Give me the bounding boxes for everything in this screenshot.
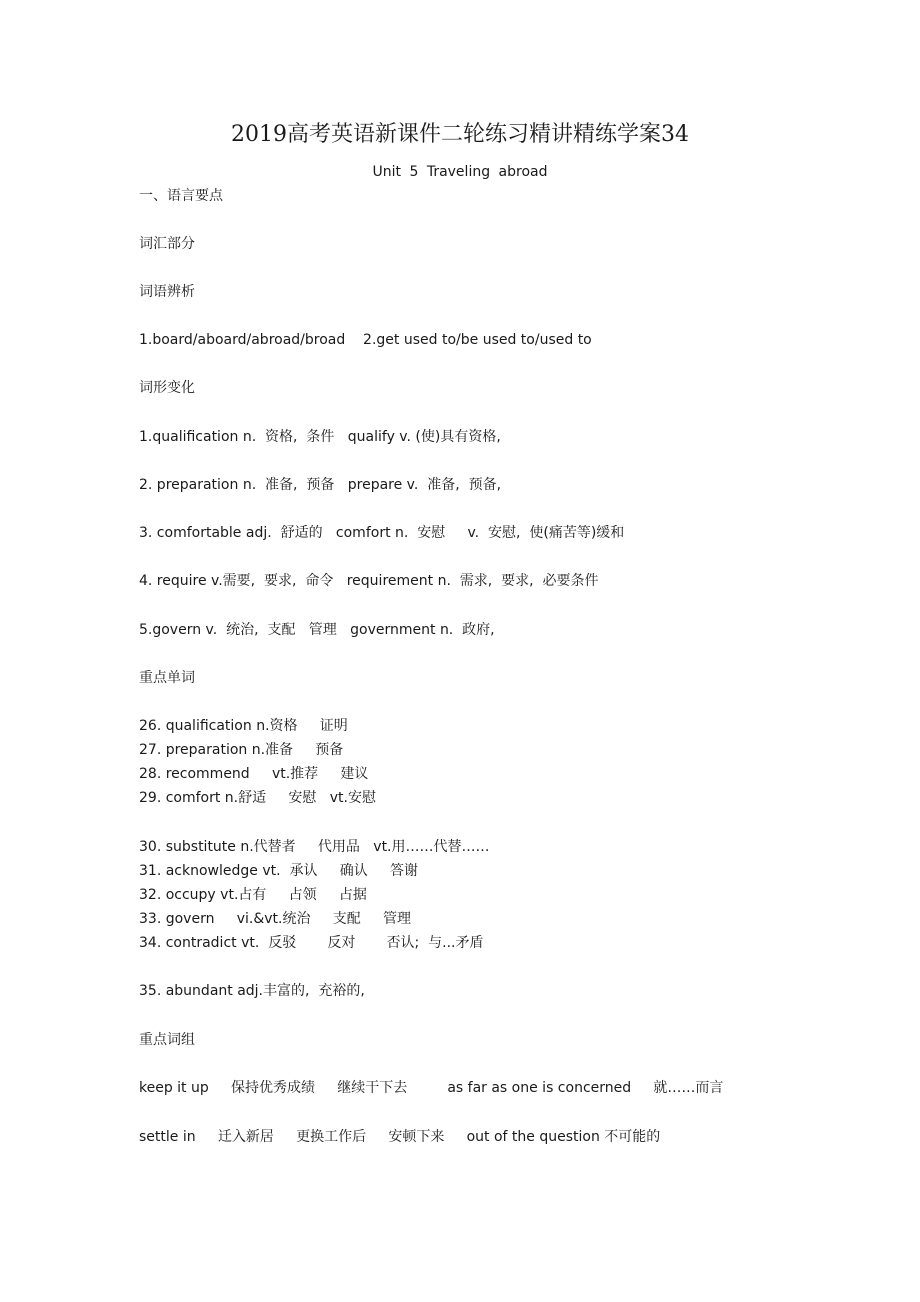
discrimination-line: 1.board/aboard/abroad/broad 2.get used to/be used to/used to xyxy=(139,332,592,348)
discrimination-heading: 词语辨析 xyxy=(139,284,195,300)
key-word-item: 34. contradict vt. 反驳 反对 否认; 与...矛盾 xyxy=(139,935,484,951)
key-word-item: 27. preparation n.准备 预备 xyxy=(139,742,344,758)
word-form-item: 5.govern v. 统治, 支配 管理 government n. 政府, xyxy=(139,622,495,638)
word-forms-heading: 词形变化 xyxy=(139,380,195,396)
key-word-item: 32. occupy vt.占有 占领 占据 xyxy=(139,887,367,903)
key-word-item: 29. comfort n.舒适 安慰 vt.安慰 xyxy=(139,790,376,806)
word-form-item: 1.qualification n. 资格, 条件 qualify v. (使)具有资格, xyxy=(139,429,501,445)
word-form-item: 2. preparation n. 准备, 预备 prepare v. 准备, 预备, xyxy=(139,477,502,493)
word-form-item: 4. require v.需要, 要求, 命令 requirement n. 需求, 要求, 必要条件 xyxy=(139,573,599,589)
key-word-item: 33. govern vi.&vt.统治 支配 管理 xyxy=(139,911,411,927)
word-form-item: 3. comfortable adj. 舒适的 comfort n. 安慰 v. 安慰, 使(痛苦等)缓和 xyxy=(139,525,625,541)
phrase-line: keep it up 保持优秀成绩 继续干下去 as far as one is concerned 就……而言 xyxy=(139,1080,724,1096)
vocab-heading: 词汇部分 xyxy=(139,236,195,252)
key-word-item: 35. abundant adj.丰富的, 充裕的, xyxy=(139,983,365,999)
document-subtitle: Unit 5 Traveling abroad xyxy=(372,164,548,180)
section-heading-main: 一、语言要点 xyxy=(139,188,223,204)
phrases-heading: 重点词组 xyxy=(139,1032,195,1048)
document-title: 2019高考英语新课件二轮练习精讲精练学案34 xyxy=(231,122,689,147)
key-word-item: 31. acknowledge vt. 承认 确认 答谢 xyxy=(139,863,418,879)
key-words-heading: 重点单词 xyxy=(139,670,195,686)
key-word-item: 26. qualification n.资格 证明 xyxy=(139,718,348,734)
phrase-line: settle in 迁入新居 更换工作后 安顿下来 out of the question 不可能的 xyxy=(139,1129,661,1145)
key-word-item: 28. recommend vt.推荐 建议 xyxy=(139,766,369,782)
key-word-item: 30. substitute n.代替者 代用品 vt.用……代替…… xyxy=(139,839,490,855)
